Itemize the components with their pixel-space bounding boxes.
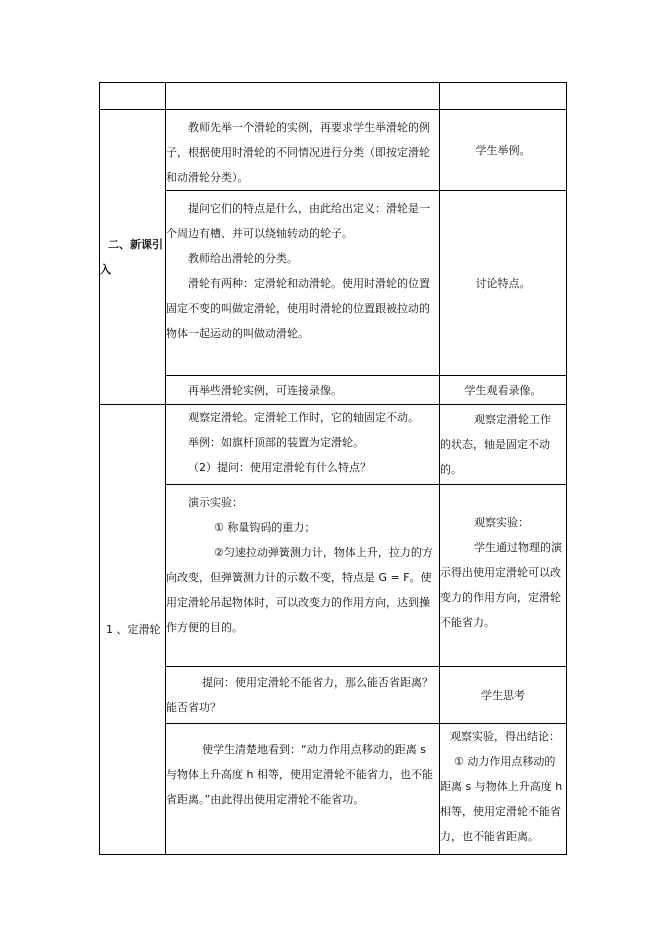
student-text: 的状态，轴是固定不动的。 [440, 438, 550, 476]
student-activity-cell [440, 485, 567, 667]
teacher-activity-cell [166, 724, 440, 855]
table-row [100, 376, 567, 405]
student-text: 讨论特点。 [475, 276, 531, 290]
teacher-text: 使学生清楚地看到：“动力作用点移动的距离 s 与物体上升高度 h 相等，使用定滑轮不能省力，也不能省距离。”由此得出使用定滑轮不能省功。 [166, 743, 433, 806]
table-row [100, 191, 567, 376]
teacher-text: （2）提问：使用定滑轮有什么特点？ [188, 461, 371, 474]
lesson-plan-table [99, 82, 567, 855]
table-row [100, 667, 567, 724]
teacher-text: 观察定滑轮。定滑轮工作时，它的轴固定不动。 [188, 411, 419, 424]
teacher-text: 滑轮有两种：定滑轮和动滑轮。使用时滑轮的位置固定不变的叫做定滑轮，使用时滑轮的位置跟被拉动的物体一起运动的叫做动滑轮。 [166, 277, 430, 340]
section-label-new-lesson [100, 110, 166, 405]
teacher-text: 再举些滑轮实例，可连接录像。 [188, 383, 342, 397]
section-label-fixed-pulley [100, 405, 166, 855]
student-text: 观察实验： [474, 516, 529, 529]
teacher-activity-cell [166, 191, 440, 376]
header-cell-2 [166, 83, 440, 110]
student-text: 学生思考 [481, 688, 525, 702]
student-text: 学生举例。 [475, 143, 531, 157]
student-text: 观察定滑轮工作 [474, 413, 551, 426]
teacher-text: ① 称量钩码的重力； [214, 521, 316, 534]
student-activity-cell [440, 405, 567, 485]
teacher-activity-cell [166, 376, 440, 405]
section-label-part2: 入 [100, 263, 111, 276]
student-text: 学生通过物理的演示得出使用定滑轮可以改变力的作用方向，定滑轮不能省力。 [440, 541, 562, 629]
section-label-part1: 二、新课引 [108, 238, 163, 251]
table-header-row [100, 83, 567, 110]
header-cell-1 [100, 83, 166, 110]
student-activity-cell [440, 724, 567, 855]
teacher-activity-cell [166, 110, 440, 191]
header-cell-3 [440, 83, 567, 110]
teacher-text: ②匀速拉动弹簧测力计，物体上升，拉力的方向改变，但弹簧测力计的示数不变，特点是 G = F。使用定滑轮吊起物体时，可以改变力的作用方向，达到操作方便的目的。 [166, 546, 433, 634]
table-row [100, 485, 567, 667]
student-text: 学生观看录像。 [464, 383, 542, 397]
teacher-text: 提问它们的特点是什么，由此给出定义：滑轮是一个周边有槽、并可以绕轴转动的轮子。 [166, 202, 430, 240]
teacher-text: 演示实验： [188, 496, 243, 509]
table-row [100, 405, 567, 485]
student-text: ① 动力作用点移动的距离 s 与物体上升高度 h相等，使用定滑轮不能省力，也不能省距离。 [440, 755, 563, 843]
teacher-activity-cell [166, 667, 440, 724]
student-activity-cell [440, 667, 567, 724]
teacher-text: 教师先举一个滑轮的实例，再要求学生举滑轮的例子，根据使用时滑轮的不同情况进行分类（即按定滑轮和动滑轮分类）。 [166, 121, 430, 184]
table-row [100, 110, 567, 191]
teacher-activity-cell [166, 485, 440, 667]
student-activity-cell [440, 191, 567, 376]
student-activity-cell [440, 376, 567, 405]
section-label-text: 1 、定滑轮 [106, 623, 161, 636]
student-text: 观察实验，得出结论： [450, 730, 560, 743]
teacher-text: 教师给出滑轮的分类。 [188, 252, 298, 265]
table-row [100, 724, 567, 855]
teacher-activity-cell [166, 405, 440, 485]
teacher-text: 举例：如旗杆顶部的装置为定滑轮。 [188, 436, 364, 449]
student-activity-cell [440, 110, 567, 191]
teacher-text: 提问：使用定滑轮不能省力，那么能否省距离？能否省功？ [166, 676, 433, 714]
